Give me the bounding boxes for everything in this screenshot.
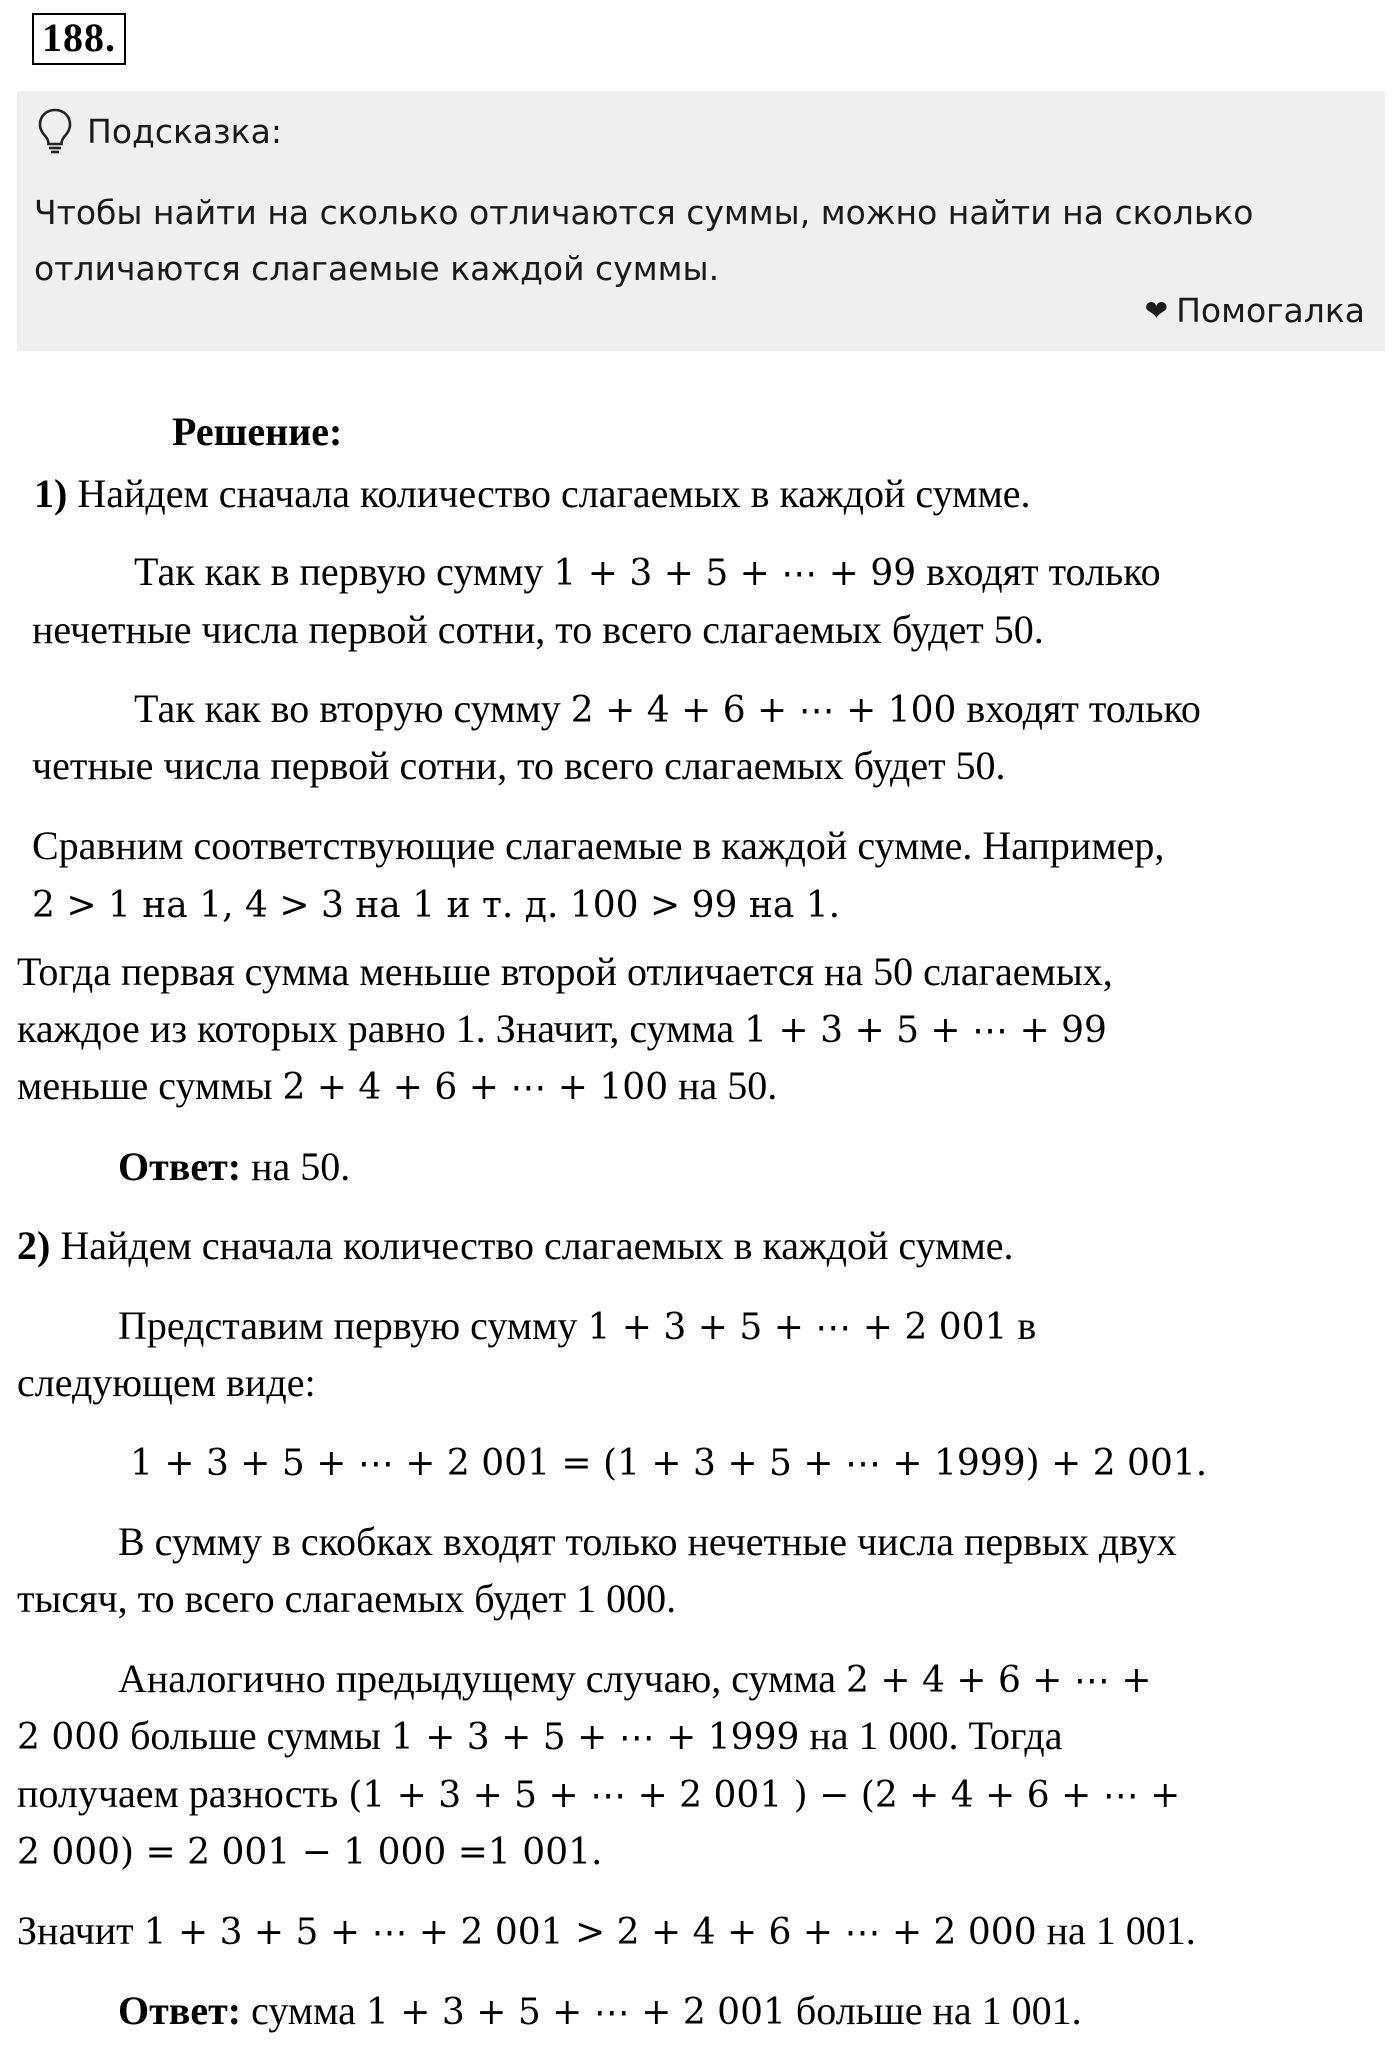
part2-answer: Ответ: сумма 1 + 3 + 5 + ⋯ + 2 001 больше на 1 001. bbox=[118, 1988, 1082, 2033]
part1-para4-line3: меньше суммы 2 + 4 + 6 + ⋯ + 100 на 50. bbox=[17, 1063, 778, 1108]
part2-formula: 1 + 3 + 5 + ⋯ + 2 001 = (1 + 3 + 5 + ⋯ + 1999) + 2 001. bbox=[130, 1443, 1208, 1484]
part2-intro: 2) Найдем сначала количество слагаемых в каждой сумме. bbox=[17, 1223, 1014, 1268]
part1-para3-line2: 2 > 1 на 1, 4 > 3 на 1 и т. д. 100 > 99 на 1. bbox=[32, 885, 841, 926]
hint-text bbox=[34, 185, 1374, 297]
part2-para2-line2: тысяч, то всего слагаемых будет 1 000. bbox=[17, 1576, 677, 1621]
part1-intro: 1) Найдем сначала количество слагаемых в каждой сумме. bbox=[34, 471, 1031, 516]
part2-para1-line2: следующем виде: bbox=[17, 1360, 316, 1405]
part1-para2-line1: Так как во вторую сумму 2 + 4 + 6 + ⋯ + 100 входят только bbox=[134, 686, 1201, 731]
part2-para3-line1: Аналогично предыдущему случаю, сумма 2 + 4 + 6 + ⋯ + bbox=[118, 1656, 1152, 1701]
part2-para4: Значит 1 + 3 + 5 + ⋯ + 2 001 > 2 + 4 + 6 + ⋯ + 2 000 на 1 001. bbox=[17, 1908, 1196, 1953]
problem-number: 188. bbox=[32, 13, 126, 65]
part2-para3-line4: 2 000) = 2 001 − 1 000 =1 001. bbox=[17, 1832, 603, 1873]
brand-label: Помогалка bbox=[1176, 291, 1365, 330]
part1-para1-line2: нечетные числа первой сотни, то всего слагаемых будет 50. bbox=[32, 607, 1044, 652]
part2-para3-line2: 2 000 больше суммы 1 + 3 + 5 + ⋯ + 1999 на 1 000. Тогда bbox=[17, 1713, 1063, 1758]
part2-para3-line3: получаем разность (1 + 3 + 5 + ⋯ + 2 001 ) − (2 + 4 + 6 + ⋯ + bbox=[17, 1771, 1181, 1816]
solution-heading: Решение: bbox=[172, 409, 343, 454]
lightbulb-icon bbox=[37, 107, 73, 155]
hint-text-line: отличаются слагаемые каждой суммы. bbox=[34, 249, 720, 288]
hint-title: Подсказка: bbox=[87, 111, 282, 151]
part1-para4-line1: Тогда первая сумма меньше второй отличается на 50 слагаемых, bbox=[17, 949, 1113, 994]
hint-text-line: Чтобы найти на сколько отличаются суммы, можно найти на сколько bbox=[34, 193, 1254, 232]
hint-header bbox=[37, 103, 282, 159]
part1-para4-line2: каждое из которых равно 1. Значит, сумма 1 + 3 + 5 + ⋯ + 99 bbox=[17, 1006, 1107, 1051]
part1-para2-line2: четные числа первой сотни, то всего слагаемых будет 50. bbox=[32, 743, 1006, 788]
hint-box bbox=[17, 91, 1385, 351]
part2-para1-line1: Представим первую сумму 1 + 3 + 5 + ⋯ + 2 001 в bbox=[118, 1303, 1037, 1348]
part2-para2-line1: В сумму в скобках входят только нечетные числа первых двух bbox=[118, 1519, 1177, 1564]
part1-para3-line1: Сравним соответствующие слагаемые в каждой сумме. Например, bbox=[32, 823, 1165, 868]
part1-para1-line1: Так как в первую сумму 1 + 3 + 5 + ⋯ + 99 входят только bbox=[134, 549, 1161, 594]
part1-answer: Ответ: на 50. bbox=[118, 1144, 351, 1189]
heart-icon: ❤ bbox=[1144, 294, 1169, 327]
hint-brand[interactable] bbox=[1145, 291, 1365, 330]
